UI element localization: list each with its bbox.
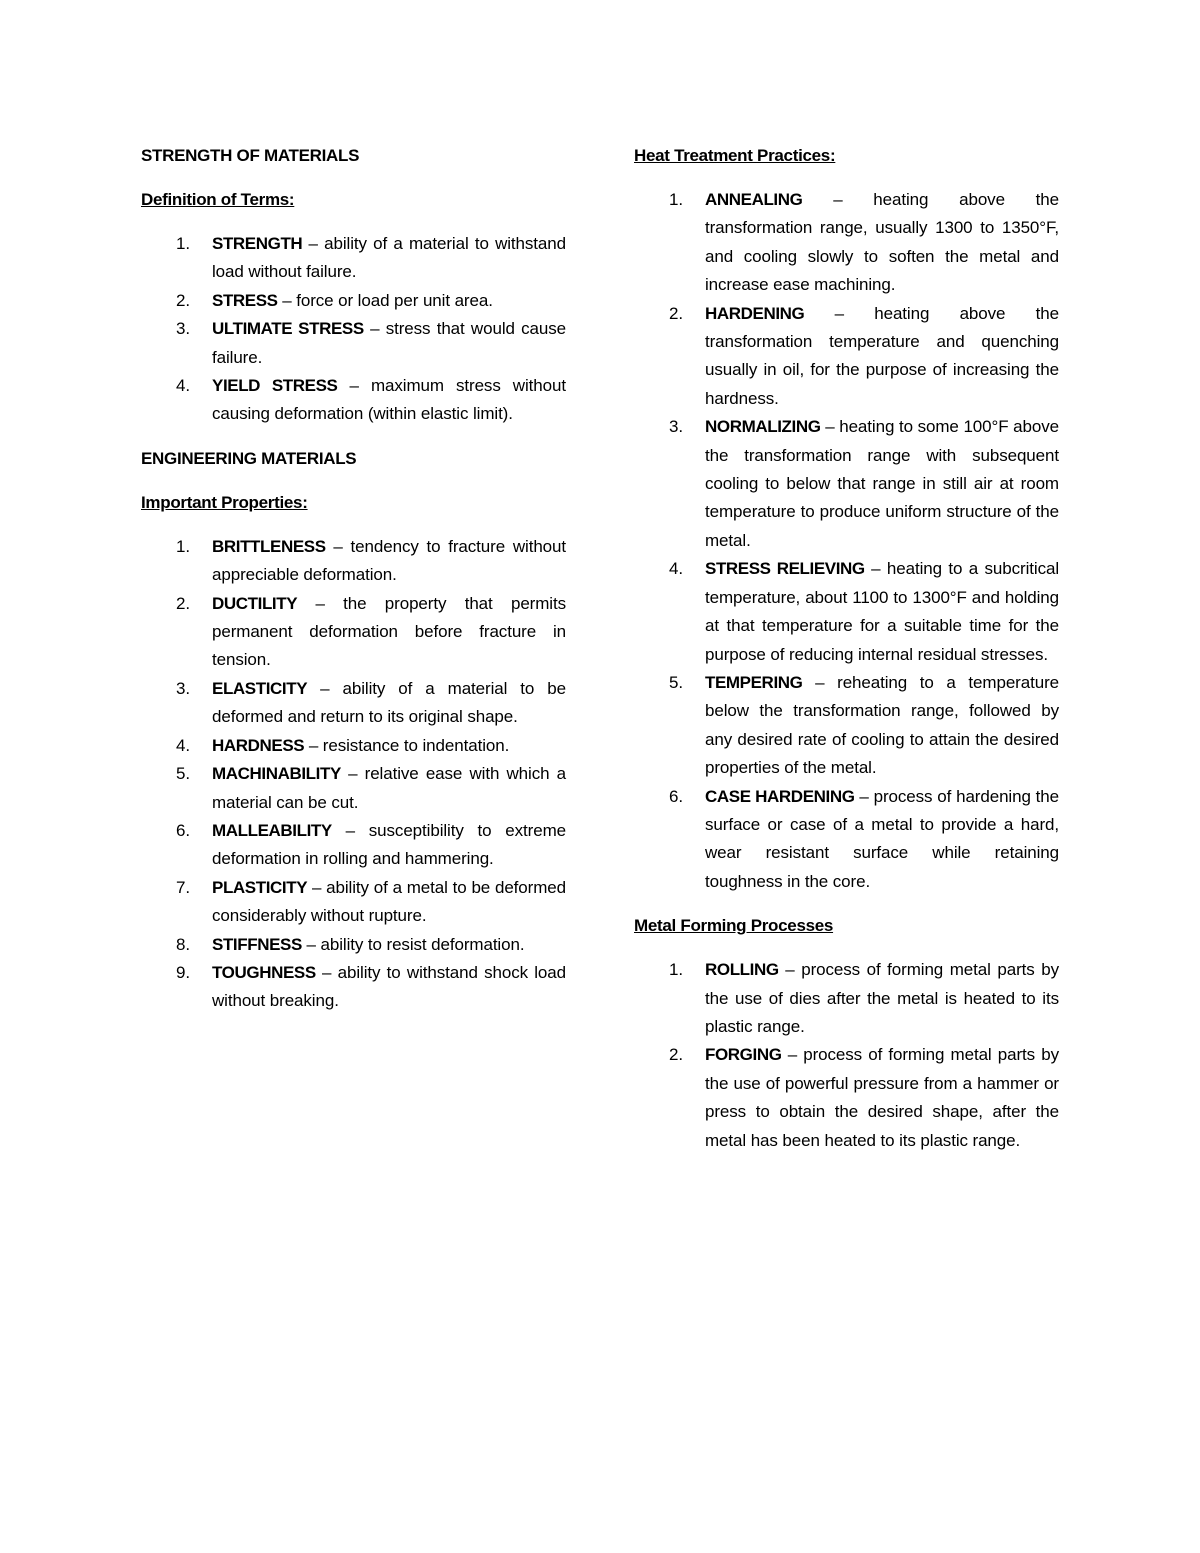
- item-description: – heating to a subcritical temperature, about 1100 to 1300°F and holding at that temperature for a suitable time for the purpose of reducing internal residual stresses.: [705, 559, 1059, 664]
- item-term: ANNEALING: [705, 190, 803, 209]
- item-description: – force or load per unit area.: [277, 290, 493, 310]
- list-item: [141, 315, 566, 372]
- definitions-list: [141, 230, 566, 429]
- list-item: [141, 732, 566, 760]
- right-column: [634, 142, 1059, 1171]
- list-item: [634, 956, 1059, 1041]
- item-description: – reheating to a temperature below the transformation range, followed by any desired rate of cooling to attain the desired properties of the metal.: [705, 672, 1059, 778]
- item-number: 4.: [669, 559, 683, 579]
- list-item: [634, 413, 1059, 555]
- metal-forming-heading: Metal Forming Processes: [634, 916, 834, 936]
- left-column: [141, 142, 566, 1032]
- list-item: [141, 372, 566, 429]
- item-number: 1.: [176, 234, 190, 253]
- item-description: – heating above the transformation temperature and quenching usually in oil, for the purpose of increasing the hardness.: [705, 303, 1059, 408]
- list-item: [141, 931, 566, 959]
- list-item: [141, 533, 566, 590]
- item-description: – the property that permits permanent deformation before fracture in tension.: [212, 593, 566, 670]
- list-item: [141, 760, 566, 817]
- item-number: 2.: [669, 303, 683, 323]
- item-number: 2.: [669, 1045, 683, 1065]
- item-number: 9.: [176, 962, 190, 982]
- item-term: BRITTLENESS: [212, 536, 326, 556]
- item-term: DUCTILITY: [212, 593, 298, 613]
- list-item: [141, 675, 566, 732]
- properties-heading: Important Properties:: [141, 492, 308, 512]
- item-term: TOUGHNESS: [212, 962, 316, 982]
- item-description: – heating above the transformation range, usually 1300 to 1350°F, and cooling slowly to soften the metal and increase ease machining.: [705, 190, 1059, 295]
- item-description: – ability to withstand shock load without breaking.: [212, 962, 566, 1011]
- item-term: YIELD STRESS: [212, 376, 338, 396]
- item-term: MACHINABILITY: [212, 764, 341, 784]
- item-number: 1.: [669, 960, 683, 980]
- item-description: – process of hardening the surface or case of a metal to provide a hard, wear resistant surface while retaining toughness in the core.: [705, 786, 1059, 891]
- item-number: 8.: [176, 934, 190, 954]
- item-term: CASE HARDENING: [705, 786, 855, 806]
- list-item: [141, 874, 566, 931]
- item-term: HARDNESS: [212, 735, 305, 755]
- item-term: ULTIMATE STRESS: [212, 319, 364, 339]
- item-term: PLASTICITY: [212, 877, 308, 897]
- engineering-materials-title: ENGINEERING MATERIALS: [141, 448, 357, 468]
- item-number: 2.: [176, 593, 190, 613]
- item-description: – ability of a material to be deformed and return to its original shape.: [212, 678, 566, 727]
- item-description: – susceptibility to extreme deformation in rolling and hammering.: [212, 820, 566, 869]
- item-number: 7.: [176, 877, 190, 897]
- item-description: – ability of a material to withstand load without failure.: [212, 234, 566, 282]
- properties-list: [141, 533, 566, 1016]
- item-description: – relative ease with which a material can be cut.: [212, 764, 566, 812]
- item-description: – stress that would cause failure.: [212, 319, 566, 367]
- heat-treatment-heading: Heat Treatment Practices:: [634, 146, 836, 165]
- item-description: – process of forming metal parts by the use of dies after the metal is heated to its plastic range.: [705, 960, 1059, 1036]
- list-item: [141, 230, 566, 287]
- document-title: STRENGTH OF MATERIALS: [141, 146, 360, 165]
- item-description: – ability of a metal to be deformed considerably without rupture.: [212, 877, 566, 926]
- item-term: STIFFNESS: [212, 934, 302, 954]
- item-term: MALLEABILITY: [212, 820, 332, 840]
- item-term: FORGING: [705, 1045, 782, 1065]
- item-number: 1.: [669, 190, 683, 209]
- list-item: [634, 300, 1059, 414]
- list-item: [141, 817, 566, 874]
- list-item: [141, 590, 566, 675]
- heat-treatment-list: [634, 186, 1059, 896]
- metal-forming-list: [634, 956, 1059, 1155]
- item-number: 5.: [176, 764, 190, 784]
- list-item: [634, 186, 1059, 300]
- item-term: HARDENING: [705, 303, 805, 323]
- item-description: – maximum stress without causing deformation (within elastic limit).: [212, 376, 566, 424]
- item-number: 3.: [176, 678, 190, 698]
- item-description: – process of forming metal parts by the use of powerful pressure from a hammer or press to obtain the desired shape, after the metal has been heated to its plastic range.: [705, 1045, 1059, 1150]
- list-item: [634, 669, 1059, 783]
- list-item: [634, 783, 1059, 897]
- item-number: 5.: [669, 672, 683, 692]
- item-term: STRENGTH: [212, 234, 303, 253]
- list-item: [634, 555, 1059, 669]
- definitions-heading: Definition of Terms:: [141, 190, 295, 209]
- item-term: ROLLING: [705, 960, 779, 980]
- item-number: 1.: [176, 536, 190, 556]
- item-number: 3.: [176, 319, 190, 339]
- item-description: – tendency to fracture without appreciable deformation.: [212, 536, 566, 585]
- list-item: [141, 959, 566, 1016]
- item-number: 6.: [669, 786, 683, 806]
- item-description: – ability to resist deformation.: [301, 934, 525, 954]
- list-item: [634, 1041, 1059, 1155]
- item-term: TEMPERING: [705, 672, 803, 692]
- item-term: STRESS RELIEVING: [705, 559, 865, 579]
- item-term: NORMALIZING: [705, 417, 821, 437]
- item-term: ELASTICITY: [212, 678, 308, 698]
- item-number: 4.: [176, 376, 190, 396]
- list-item: [141, 287, 566, 315]
- item-number: 6.: [176, 820, 190, 840]
- item-number: 4.: [176, 735, 190, 755]
- item-term: STRESS: [212, 290, 278, 310]
- item-number: 3.: [669, 417, 683, 437]
- item-description: – resistance to indentation.: [304, 735, 510, 755]
- item-description: – heating to some 100°F above the transformation range with subsequent cooling to below that range in still air at room temperature to produce uniform structure of the metal.: [705, 417, 1059, 550]
- item-number: 2.: [176, 290, 190, 310]
